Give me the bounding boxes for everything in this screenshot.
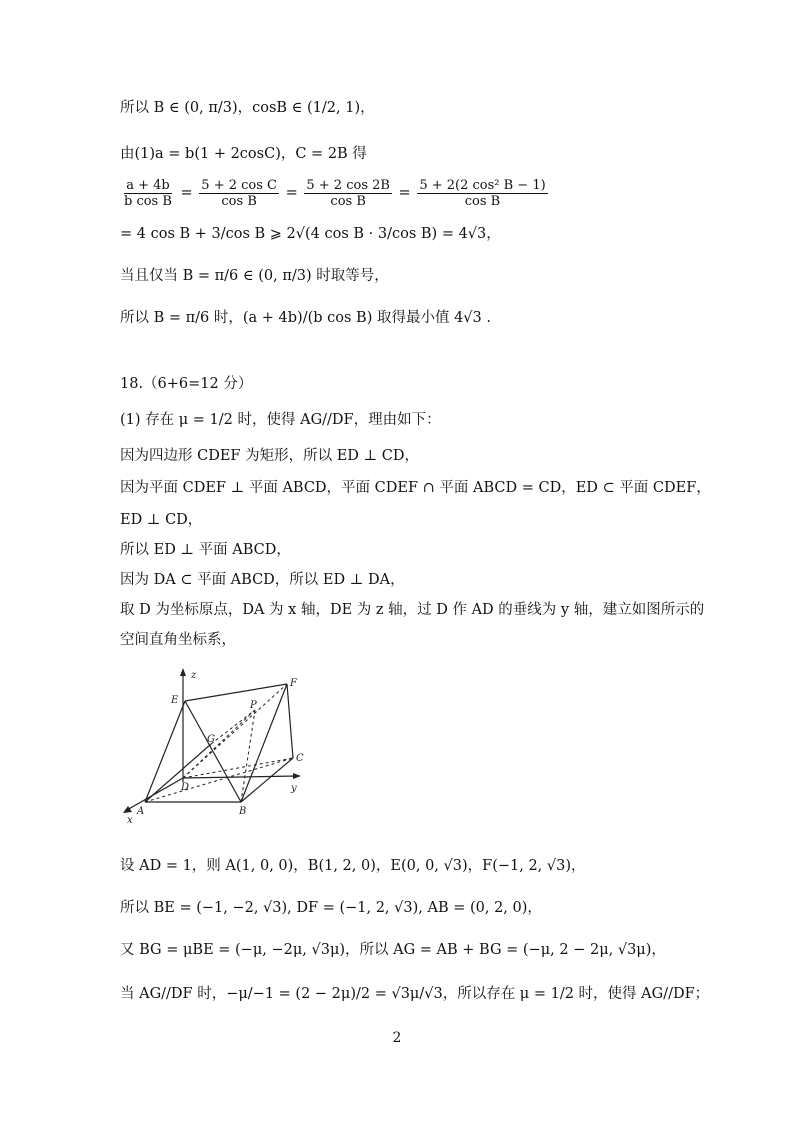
coordinate-diagram: [115, 666, 315, 826]
label-y: y: [291, 783, 297, 794]
geometry-figure: [115, 666, 315, 830]
text-line-13: 因为 DA ⊂ 平面 ABCD，所以 ED ⊥ DA，: [120, 572, 405, 588]
text-line-8: (1) 存在 μ = 1/2 时，使得 AG//DF，理由如下：: [120, 412, 441, 428]
fraction: $\frac{5 + 2 \cos 2B}{\text{cos B}}$: [306, 177, 390, 209]
edge-CB: [241, 758, 293, 802]
edge-DP: [183, 710, 255, 778]
edge-AC: [145, 758, 293, 802]
label-A: A: [137, 806, 145, 817]
text-line-10: 因为平面 CDEF ⊥ 平面 ABCD，平面 CDEF ∩ 平面 ABCD = CD，ED ⊂ 平面 CDEF，: [120, 480, 711, 496]
edge-DC: [183, 758, 293, 778]
label-F: F: [290, 678, 297, 689]
x-axis-arrow: [123, 806, 132, 813]
label-E: E: [171, 695, 179, 706]
edge-EA: [145, 701, 185, 802]
fraction: $\frac{\text{5 + 2 cos C}}{\text{cos B}}$: [201, 177, 277, 209]
text-line-9: 因为四边形 CDEF 为矩形，所以 ED ⊥ CD，: [120, 448, 419, 464]
z-axis-arrow: [180, 668, 186, 676]
y-axis-arrow: [293, 773, 301, 779]
edge-EB: [185, 701, 241, 802]
text-line-19: 当 AG//DF 时，−μ/−1 = (2 − 2μ)/2 = √3μ/√3，所以存在 μ = 1/2 时，使得 AG//DF；: [120, 986, 710, 1002]
page-number: 2: [392, 1030, 402, 1046]
text-line-2: 由(1)a = b(1 + 2cosC)，C = 2B 得: [120, 146, 367, 162]
edge-FB: [241, 684, 287, 802]
text-line-16: 设 AD = 1，则 A(1, 0, 0)，B(1, 2, 0)，E(0, 0, √3)，F(−1, 2, √3)，: [120, 858, 586, 874]
text-line-15: 空间直角坐标系，: [120, 632, 236, 648]
text-line-5: 当且仅当 B = π/6 ∈ (0, π/3) 时取等号，: [120, 268, 389, 284]
text-line-18: 又 BG = μBE = (−μ, −2μ, √3μ)，所以 AG = AB + BG = (−μ, 2 − 2μ, √3μ)，: [120, 942, 666, 958]
text-line-6: 所以 B = π/6 时，(a + 4b)/(b cos B) 取得最小值 4√3 .: [120, 310, 491, 326]
fraction: $\frac{a + 4b}{\text{b cos B}}$: [124, 177, 172, 209]
label-B: B: [239, 806, 247, 817]
text-line-11: ED ⊥ CD，: [120, 512, 203, 528]
text-line-1: 所以 B ∈ (0, π/3)，cosB ∈ (1/2, 1)，: [120, 100, 375, 116]
y-axis: [183, 776, 297, 778]
text-line-14: 取 D 为坐标原点，DA 为 x 轴，DE 为 z 轴，过 D 作 AD 的垂线为 y 轴，建立如图所示的: [120, 602, 705, 618]
label-C: C: [296, 753, 304, 764]
fraction-chain: $\frac{a + 4b}{\text{b cos B}}$ = $\frac{\text{5 + 2 cos C}}{\text{cos B}}$ = $\frac{5 + 2 \cos 2B}{\text{cos B}}$ = $\frac{\text{5 + 2(2 cos² B − 1)}}{\text{cos B}}$: [124, 177, 546, 209]
text-line-4: = 4 cos B + 3/cos B ⩾ 2√(4 cos B · 3/cos B) = 4√3，: [120, 226, 501, 242]
text-line-12: 所以 ED ⊥ 平面 ABCD，: [120, 542, 291, 558]
edge-AG: [145, 744, 211, 802]
problem-heading: 18.（6+6=12 分）: [120, 376, 253, 392]
text-line-17: 所以 BE = (−1, −2, √3), DF = (−1, 2, √3), AB = (0, 2, 0)，: [120, 900, 542, 916]
edge-EF: [185, 684, 287, 701]
fraction: $\frac{\text{5 + 2(2 cos² B − 1)}}{\text{cos B}}$: [419, 177, 546, 209]
edge-GP: [211, 710, 255, 744]
label-P: P: [250, 700, 257, 711]
label-D: D: [181, 782, 190, 793]
edge-FC: [287, 684, 293, 758]
label-z: z: [191, 670, 197, 681]
label-G: G: [207, 734, 215, 745]
label-x: x: [127, 815, 133, 826]
